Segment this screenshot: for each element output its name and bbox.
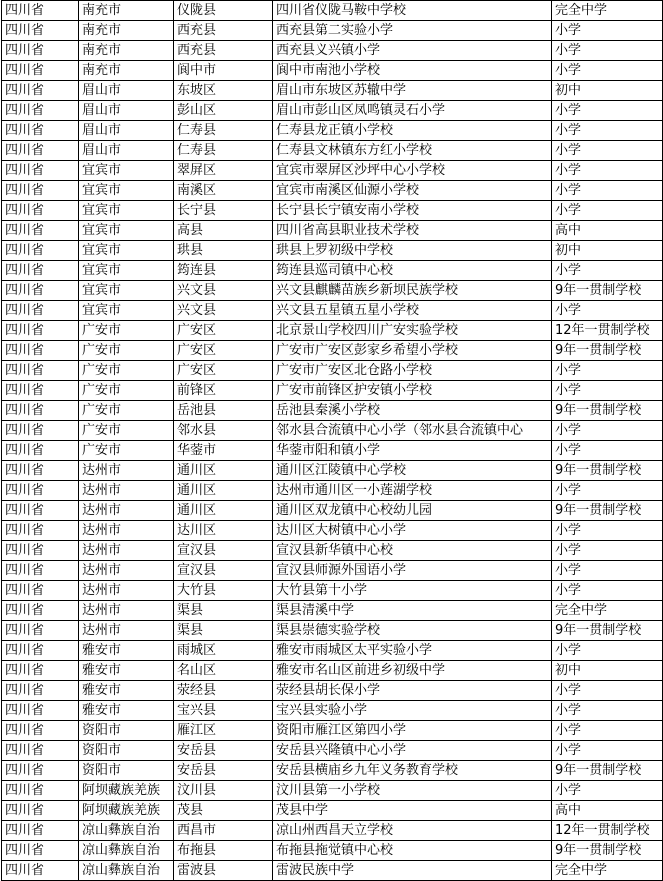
school-name-cell[interactable]: 兴文县五星镇五星小学校 xyxy=(273,301,552,321)
school-type-cell[interactable]: 9年一贯制学校 xyxy=(552,281,663,301)
province-cell[interactable]: 四川省 xyxy=(2,841,79,861)
school-type-cell[interactable]: 小学 xyxy=(552,181,663,201)
county-cell[interactable]: 阆中市 xyxy=(174,61,273,81)
school-name-cell[interactable]: 广安市广安区彭家乡希望小学校 xyxy=(273,341,552,361)
city-cell[interactable]: 资阳市 xyxy=(79,761,174,781)
county-cell[interactable]: 仪陇县 xyxy=(174,1,273,21)
school-type-cell[interactable]: 小学 xyxy=(552,201,663,221)
school-name-cell[interactable]: 筠连县巡司镇中心校 xyxy=(273,261,552,281)
school-name-cell[interactable]: 阆中市南池小学校 xyxy=(273,61,552,81)
city-cell[interactable]: 阿坝藏族羌族 xyxy=(79,801,174,821)
school-name-cell[interactable]: 安岳县兴隆镇中心小学 xyxy=(273,741,552,761)
province-cell[interactable]: 四川省 xyxy=(2,141,79,161)
city-cell[interactable]: 眉山市 xyxy=(79,101,174,121)
table-row xyxy=(2,721,663,741)
county-cell[interactable]: 安岳县 xyxy=(174,741,273,761)
school-type-cell[interactable]: 小学 xyxy=(552,681,663,701)
county-cell[interactable]: 筠连县 xyxy=(174,261,273,281)
county-cell[interactable]: 荥经县 xyxy=(174,681,273,701)
city-cell[interactable]: 广安市 xyxy=(79,441,174,461)
school-name-cell[interactable]: 眉山市东坡区苏辙中学 xyxy=(273,81,552,101)
school-type-cell[interactable]: 12年一贯制学校 xyxy=(552,321,663,341)
school-name-cell[interactable]: 渠县清溪中学 xyxy=(273,601,552,621)
province-cell[interactable]: 四川省 xyxy=(2,521,79,541)
province-cell[interactable]: 四川省 xyxy=(2,361,79,381)
county-cell[interactable]: 前锋区 xyxy=(174,381,273,401)
province-cell[interactable]: 四川省 xyxy=(2,781,79,801)
city-cell[interactable]: 凉山彝族自治 xyxy=(79,841,174,861)
school-type-cell[interactable]: 9年一贯制学校 xyxy=(552,461,663,481)
school-type-cell[interactable]: 12年一贯制学校 xyxy=(552,821,663,841)
table-row xyxy=(2,361,663,381)
table-row xyxy=(2,141,663,161)
table-row xyxy=(2,381,663,401)
city-cell[interactable]: 宜宾市 xyxy=(79,181,174,201)
city-cell[interactable]: 眉山市 xyxy=(79,121,174,141)
school-name-cell[interactable]: 邻水县合流镇中心小学（邻水县合流镇中心 xyxy=(273,421,552,441)
school-type-cell[interactable]: 小学 xyxy=(552,301,663,321)
county-cell[interactable]: 雨城区 xyxy=(174,641,273,661)
city-cell[interactable]: 凉山彝族自治 xyxy=(79,861,174,881)
school-name-cell[interactable]: 眉山市彭山区凤鸣镇灵石小学 xyxy=(273,101,552,121)
city-cell[interactable]: 达州市 xyxy=(79,581,174,601)
school-type-cell[interactable]: 初中 xyxy=(552,661,663,681)
school-name-cell[interactable]: 兴文县麒麟苗族乡新坝民族学校 xyxy=(273,281,552,301)
table-body xyxy=(2,1,663,881)
province-cell[interactable]: 四川省 xyxy=(2,461,79,481)
county-cell[interactable]: 兴文县 xyxy=(174,281,273,301)
county-cell[interactable]: 高县 xyxy=(174,221,273,241)
county-cell[interactable]: 珙县 xyxy=(174,241,273,261)
province-cell[interactable]: 四川省 xyxy=(2,201,79,221)
county-cell[interactable]: 通川区 xyxy=(174,481,273,501)
school-type-cell[interactable]: 小学 xyxy=(552,361,663,381)
county-cell[interactable]: 西充县 xyxy=(174,41,273,61)
school-name-cell[interactable]: 通川区双龙镇中心校幼儿园 xyxy=(273,501,552,521)
school-name-cell[interactable]: 宜宾市南溪区仙源小学校 xyxy=(273,181,552,201)
province-cell[interactable]: 四川省 xyxy=(2,161,79,181)
city-cell[interactable]: 达州市 xyxy=(79,561,174,581)
province-cell[interactable]: 四川省 xyxy=(2,101,79,121)
school-type-cell[interactable]: 初中 xyxy=(552,241,663,261)
table-row xyxy=(2,81,663,101)
table-row xyxy=(2,761,663,781)
province-cell[interactable]: 四川省 xyxy=(2,381,79,401)
school-type-cell[interactable]: 9年一贯制学校 xyxy=(552,341,663,361)
school-type-cell[interactable]: 小学 xyxy=(552,721,663,741)
school-type-cell[interactable]: 小学 xyxy=(552,21,663,41)
city-cell[interactable]: 广安市 xyxy=(79,341,174,361)
table-row xyxy=(2,801,663,821)
school-name-cell[interactable]: 达川区大树镇中心小学 xyxy=(273,521,552,541)
school-name-cell[interactable]: 华蓥市阳和镇小学 xyxy=(273,441,552,461)
table-row xyxy=(2,161,663,181)
school-type-cell[interactable]: 小学 xyxy=(552,541,663,561)
table-row xyxy=(2,121,663,141)
table-row xyxy=(2,681,663,701)
county-cell[interactable]: 汶川县 xyxy=(174,781,273,801)
province-cell[interactable]: 四川省 xyxy=(2,621,79,641)
county-cell[interactable]: 宣汉县 xyxy=(174,541,273,561)
school-name-cell[interactable]: 布拖县拖觉镇中心校 xyxy=(273,841,552,861)
province-cell[interactable]: 四川省 xyxy=(2,401,79,421)
table-row xyxy=(2,741,663,761)
province-cell[interactable]: 四川省 xyxy=(2,41,79,61)
school-type-cell[interactable]: 小学 xyxy=(552,421,663,441)
table-row xyxy=(2,501,663,521)
county-cell[interactable]: 茂县 xyxy=(174,801,273,821)
school-name-cell[interactable]: 荥经县胡长保小学 xyxy=(273,681,552,701)
county-cell[interactable]: 广安区 xyxy=(174,321,273,341)
school-type-cell[interactable]: 小学 xyxy=(552,481,663,501)
county-cell[interactable]: 安岳县 xyxy=(174,761,273,781)
city-cell[interactable]: 广安市 xyxy=(79,421,174,441)
city-cell[interactable]: 南充市 xyxy=(79,41,174,61)
province-cell[interactable]: 四川省 xyxy=(2,301,79,321)
county-cell[interactable]: 广安区 xyxy=(174,361,273,381)
school-name-cell[interactable]: 珙县上罗初级中学校 xyxy=(273,241,552,261)
school-name-cell[interactable]: 大竹县第十小学 xyxy=(273,581,552,601)
city-cell[interactable]: 南充市 xyxy=(79,1,174,21)
school-type-cell[interactable]: 9年一贯制学校 xyxy=(552,401,663,421)
table-row xyxy=(2,561,663,581)
school-type-cell[interactable]: 完全中学 xyxy=(552,861,663,881)
school-name-cell[interactable]: 宣汉县新华镇中心校 xyxy=(273,541,552,561)
province-cell[interactable]: 四川省 xyxy=(2,481,79,501)
county-cell[interactable]: 仁寿县 xyxy=(174,121,273,141)
province-cell[interactable]: 四川省 xyxy=(2,741,79,761)
city-cell[interactable]: 南充市 xyxy=(79,61,174,81)
county-cell[interactable]: 雁江区 xyxy=(174,721,273,741)
county-cell[interactable]: 通川区 xyxy=(174,461,273,481)
county-cell[interactable]: 渠县 xyxy=(174,621,273,641)
city-cell[interactable]: 达州市 xyxy=(79,621,174,641)
province-cell[interactable]: 四川省 xyxy=(2,861,79,881)
county-cell[interactable]: 翠屏区 xyxy=(174,161,273,181)
county-cell[interactable]: 岳池县 xyxy=(174,401,273,421)
table-row xyxy=(2,841,663,861)
school-type-cell[interactable]: 小学 xyxy=(552,741,663,761)
table-row xyxy=(2,541,663,561)
province-cell[interactable]: 四川省 xyxy=(2,181,79,201)
table-row xyxy=(2,301,663,321)
county-cell[interactable]: 华蓥市 xyxy=(174,441,273,461)
county-cell[interactable]: 邻水县 xyxy=(174,421,273,441)
province-cell[interactable]: 四川省 xyxy=(2,81,79,101)
province-cell[interactable]: 四川省 xyxy=(2,641,79,661)
school-name-cell[interactable]: 通川区江陵镇中心学校 xyxy=(273,461,552,481)
city-cell[interactable]: 宜宾市 xyxy=(79,281,174,301)
school-name-cell[interactable]: 雅安市雨城区太平实验小学 xyxy=(273,641,552,661)
school-type-cell[interactable]: 小学 xyxy=(552,641,663,661)
school-type-cell[interactable]: 9年一贯制学校 xyxy=(552,621,663,641)
county-cell[interactable]: 西昌市 xyxy=(174,821,273,841)
table-row xyxy=(2,41,663,61)
school-type-cell[interactable]: 初中 xyxy=(552,81,663,101)
school-name-cell[interactable]: 广安市前锋区护安镇小学校 xyxy=(273,381,552,401)
city-cell[interactable]: 达州市 xyxy=(79,481,174,501)
table-row xyxy=(2,821,663,841)
school-name-cell[interactable]: 西充县第二实验小学 xyxy=(273,21,552,41)
county-cell[interactable]: 西充县 xyxy=(174,21,273,41)
school-name-cell[interactable]: 雷波民族中学 xyxy=(273,861,552,881)
city-cell[interactable]: 宜宾市 xyxy=(79,201,174,221)
city-cell[interactable]: 宜宾市 xyxy=(79,301,174,321)
table-row xyxy=(2,581,663,601)
county-cell[interactable]: 达川区 xyxy=(174,521,273,541)
school-name-cell[interactable]: 长宁县长宁镇安南小学校 xyxy=(273,201,552,221)
school-name-cell[interactable]: 雅安市名山区前进乡初级中学 xyxy=(273,661,552,681)
county-cell[interactable]: 渠县 xyxy=(174,601,273,621)
city-cell[interactable]: 凉山彝族自治 xyxy=(79,821,174,841)
table-row xyxy=(2,481,663,501)
school-name-cell[interactable]: 宜宾市翠屏区沙坪中心小学校 xyxy=(273,161,552,181)
school-type-cell[interactable]: 小学 xyxy=(552,781,663,801)
school-name-cell[interactable]: 北京景山学校四川广安实验学校 xyxy=(273,321,552,341)
school-name-cell[interactable]: 凉山州西昌天立学校 xyxy=(273,821,552,841)
table-row xyxy=(2,701,663,721)
school-name-cell[interactable]: 宝兴县实验小学 xyxy=(273,701,552,721)
county-cell[interactable]: 雷波县 xyxy=(174,861,273,881)
school-type-cell[interactable]: 高中 xyxy=(552,801,663,821)
province-cell[interactable]: 四川省 xyxy=(2,721,79,741)
city-cell[interactable]: 达州市 xyxy=(79,601,174,621)
province-cell[interactable]: 四川省 xyxy=(2,661,79,681)
table-row xyxy=(2,341,663,361)
province-cell[interactable]: 四川省 xyxy=(2,601,79,621)
county-cell[interactable]: 东坡区 xyxy=(174,81,273,101)
school-type-cell[interactable]: 小学 xyxy=(552,261,663,281)
school-type-cell[interactable]: 完全中学 xyxy=(552,1,663,21)
county-cell[interactable]: 通川区 xyxy=(174,501,273,521)
table-row xyxy=(2,181,663,201)
province-cell[interactable]: 四川省 xyxy=(2,581,79,601)
province-cell[interactable]: 四川省 xyxy=(2,561,79,581)
province-cell[interactable]: 四川省 xyxy=(2,541,79,561)
province-cell[interactable]: 四川省 xyxy=(2,261,79,281)
county-cell[interactable]: 南溪区 xyxy=(174,181,273,201)
table-row xyxy=(2,861,663,881)
school-type-cell[interactable]: 小学 xyxy=(552,61,663,81)
school-name-cell[interactable]: 四川省高县职业技术学校 xyxy=(273,221,552,241)
table-row xyxy=(2,401,663,421)
school-type-cell[interactable]: 小学 xyxy=(552,581,663,601)
county-cell[interactable]: 宝兴县 xyxy=(174,701,273,721)
city-cell[interactable]: 达州市 xyxy=(79,541,174,561)
city-cell[interactable]: 宜宾市 xyxy=(79,241,174,261)
county-cell[interactable]: 广安区 xyxy=(174,341,273,361)
city-cell[interactable]: 达州市 xyxy=(79,501,174,521)
school-name-cell[interactable]: 仁寿县文林镇东方红小学校 xyxy=(273,141,552,161)
province-cell[interactable]: 四川省 xyxy=(2,341,79,361)
table-row xyxy=(2,521,663,541)
county-cell[interactable]: 长宁县 xyxy=(174,201,273,221)
school-type-cell[interactable]: 小学 xyxy=(552,521,663,541)
table-row xyxy=(2,21,663,41)
county-cell[interactable]: 仁寿县 xyxy=(174,141,273,161)
province-cell[interactable]: 四川省 xyxy=(2,421,79,441)
table-row xyxy=(2,101,663,121)
table-row xyxy=(2,201,663,221)
province-cell[interactable]: 四川省 xyxy=(2,441,79,461)
school-name-cell[interactable]: 西充县义兴镇小学 xyxy=(273,41,552,61)
city-cell[interactable]: 广安市 xyxy=(79,381,174,401)
school-type-cell[interactable]: 完全中学 xyxy=(552,601,663,621)
table-row xyxy=(2,621,663,641)
city-cell[interactable]: 资阳市 xyxy=(79,721,174,741)
county-cell[interactable]: 宣汉县 xyxy=(174,561,273,581)
county-cell[interactable]: 大竹县 xyxy=(174,581,273,601)
table-row xyxy=(2,601,663,621)
city-cell[interactable]: 达州市 xyxy=(79,461,174,481)
province-cell[interactable]: 四川省 xyxy=(2,821,79,841)
county-cell[interactable]: 彭山区 xyxy=(174,101,273,121)
school-name-cell[interactable]: 仁寿县龙正镇小学校 xyxy=(273,121,552,141)
table-row xyxy=(2,781,663,801)
province-cell[interactable]: 四川省 xyxy=(2,801,79,821)
province-cell[interactable]: 四川省 xyxy=(2,21,79,41)
table-row xyxy=(2,261,663,281)
province-cell[interactable]: 四川省 xyxy=(2,61,79,81)
province-cell[interactable]: 四川省 xyxy=(2,281,79,301)
city-cell[interactable]: 宜宾市 xyxy=(79,261,174,281)
city-cell[interactable]: 资阳市 xyxy=(79,741,174,761)
city-cell[interactable]: 雅安市 xyxy=(79,701,174,721)
school-name-cell[interactable]: 广安市广安区北仓路小学校 xyxy=(273,361,552,381)
table-row xyxy=(2,61,663,81)
school-type-cell[interactable]: 高中 xyxy=(552,221,663,241)
city-cell[interactable]: 南充市 xyxy=(79,21,174,41)
table-row xyxy=(2,421,663,441)
school-name-cell[interactable]: 汶川县第一小学校 xyxy=(273,781,552,801)
city-cell[interactable]: 雅安市 xyxy=(79,661,174,681)
table-row xyxy=(2,661,663,681)
school-name-cell[interactable]: 宣汉县师源外国语小学 xyxy=(273,561,552,581)
school-name-cell[interactable]: 安岳县横庙乡九年义务教育学校 xyxy=(273,761,552,781)
school-type-cell[interactable]: 9年一贯制学校 xyxy=(552,841,663,861)
table-row xyxy=(2,641,663,661)
city-cell[interactable]: 达州市 xyxy=(79,521,174,541)
city-cell[interactable]: 眉山市 xyxy=(79,141,174,161)
table-row xyxy=(2,461,663,481)
school-name-cell[interactable]: 茂县中学 xyxy=(273,801,552,821)
school-type-cell[interactable]: 小学 xyxy=(552,41,663,61)
table-row xyxy=(2,321,663,341)
school-name-cell[interactable]: 达州市通川区一小莲湖学校 xyxy=(273,481,552,501)
province-cell[interactable]: 四川省 xyxy=(2,121,79,141)
table-row xyxy=(2,221,663,241)
city-cell[interactable]: 眉山市 xyxy=(79,81,174,101)
county-cell[interactable]: 名山区 xyxy=(174,661,273,681)
table-row xyxy=(2,1,663,21)
province-cell[interactable]: 四川省 xyxy=(2,1,79,21)
county-cell[interactable]: 兴文县 xyxy=(174,301,273,321)
city-cell[interactable]: 宜宾市 xyxy=(79,161,174,181)
county-cell[interactable]: 布拖县 xyxy=(174,841,273,861)
school-type-cell[interactable]: 9年一贯制学校 xyxy=(552,501,663,521)
province-cell[interactable]: 四川省 xyxy=(2,321,79,341)
table-row xyxy=(2,281,663,301)
school-name-cell[interactable]: 四川省仪陇马鞍中学校 xyxy=(273,1,552,21)
school-type-cell[interactable]: 小学 xyxy=(552,561,663,581)
school-type-cell[interactable]: 小学 xyxy=(552,441,663,461)
school-name-cell[interactable]: 资阳市雁江区第四小学 xyxy=(273,721,552,741)
school-type-cell[interactable]: 小学 xyxy=(552,701,663,721)
school-type-cell[interactable]: 9年一贯制学校 xyxy=(552,761,663,781)
city-cell[interactable]: 宜宾市 xyxy=(79,221,174,241)
city-cell[interactable]: 阿坝藏族羌族 xyxy=(79,781,174,801)
city-cell[interactable]: 雅安市 xyxy=(79,681,174,701)
school-type-cell[interactable]: 小学 xyxy=(552,121,663,141)
province-cell[interactable]: 四川省 xyxy=(2,241,79,261)
city-cell[interactable]: 广安市 xyxy=(79,401,174,421)
province-cell[interactable]: 四川省 xyxy=(2,501,79,521)
school-type-cell[interactable]: 小学 xyxy=(552,141,663,161)
spreadsheet-table xyxy=(1,0,663,881)
city-cell[interactable]: 广安市 xyxy=(79,361,174,381)
school-type-cell[interactable]: 小学 xyxy=(552,381,663,401)
table-row xyxy=(2,241,663,261)
school-name-cell[interactable]: 渠县崇德实验学校 xyxy=(273,621,552,641)
city-cell[interactable]: 广安市 xyxy=(79,321,174,341)
province-cell[interactable]: 四川省 xyxy=(2,761,79,781)
school-type-cell[interactable]: 小学 xyxy=(552,161,663,181)
province-cell[interactable]: 四川省 xyxy=(2,221,79,241)
province-cell[interactable]: 四川省 xyxy=(2,701,79,721)
city-cell[interactable]: 雅安市 xyxy=(79,641,174,661)
table-row xyxy=(2,441,663,461)
school-type-cell[interactable]: 小学 xyxy=(552,101,663,121)
school-name-cell[interactable]: 岳池县秦溪小学校 xyxy=(273,401,552,421)
province-cell[interactable]: 四川省 xyxy=(2,681,79,701)
